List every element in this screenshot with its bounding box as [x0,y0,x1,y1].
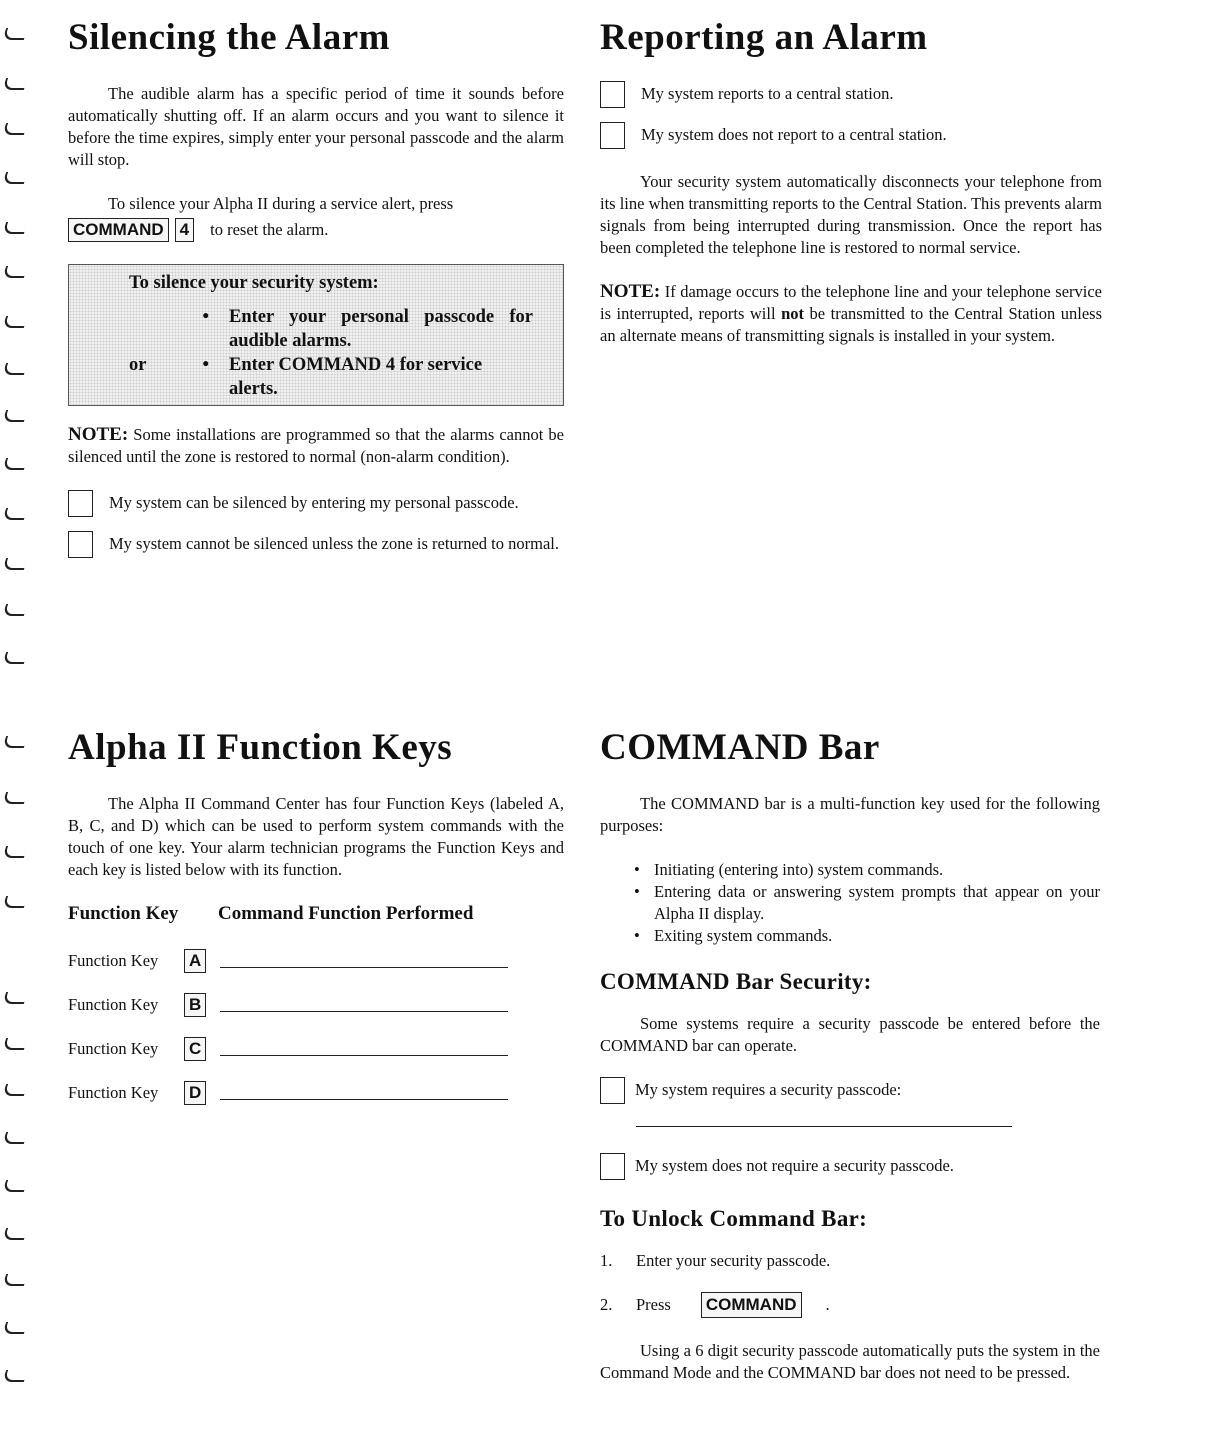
bullet: • [202,355,209,375]
binding-hole [2,266,28,278]
step-item [600,1250,1100,1272]
four-key: 4 [175,218,194,242]
binding-hole [2,652,28,664]
binding-hole [2,1322,28,1334]
security-para: Some systems require a security passcode be entered before the COMMAND bar can operate. [600,1014,1100,1055]
checkbox-label: My system does not report to a central station. [641,125,947,144]
binding-hole [2,846,28,858]
binding-hole [2,222,28,234]
command-bar-section [600,726,1100,1384]
function-keys-section [68,726,564,1115]
col-header-key: Function Key [68,903,179,924]
checkbox[interactable] [68,490,93,517]
binding-hole [2,316,28,328]
binding-hole [2,172,28,184]
function-key-d: D [184,1081,206,1105]
function-blank-line [220,955,508,968]
note-text: If damage occurs to the telephone line and your telephone service is interrupted, reports will [600,282,1102,323]
function-blank-line [220,1043,508,1056]
binding-hole [2,604,28,616]
box-title: To silence your security system: [129,273,379,293]
box-item: • Enter your personal passcode for audible alarms. [129,305,533,353]
checkbox-label: My system cannot be silenced unless the zone is returned to normal. [109,534,559,553]
checkbox-row [68,492,564,517]
binding-hole [2,792,28,804]
checkbox-row [600,1155,1100,1180]
checkbox-label: My system requires a security passcode: [635,1080,902,1099]
function-keys-title: Alpha II Function Keys [68,727,453,768]
command-bar-title: COMMAND Bar [600,727,880,768]
function-key-row: Function Key B [68,983,564,1027]
function-blank-line [220,999,508,1012]
note-text: Some installations are programmed so that the alarms cannot be silenced until the zone is restored to normal (non-alarm condition). [68,425,564,466]
final-para: Using a 6 digit security passcode automatically puts the system in the Command Mode and the COMMAND bar does not need to be pressed. [600,1341,1100,1382]
checkbox-row [68,533,564,558]
note-label: NOTE: [68,424,129,445]
passcode-blank-line [636,1114,1012,1127]
silencing-title: Silencing the Alarm [68,17,390,58]
step-text: Press [636,1295,671,1314]
checkbox-row [600,1079,1100,1104]
function-key-b: B [184,993,206,1017]
binding-hole [2,1228,28,1240]
note-text: be transmitted to the Central Station unless an alternate means of transmitting signals is installed in your system. [600,304,1103,345]
binding-hole [2,78,28,90]
function-keys-header [68,903,564,925]
binding-hole [2,1132,28,1144]
function-key-a: A [184,949,206,973]
checkbox-label: My system does not require a security passcode. [635,1156,954,1175]
checkbox[interactable] [600,1153,625,1180]
checkbox[interactable] [600,81,625,108]
binding-hole [2,1274,28,1286]
silence-instructions-box [68,264,564,406]
binding-holes [0,0,40,1440]
binding-hole [2,1370,28,1382]
step-number: 2. [600,1295,613,1314]
service-alert-keys [68,218,564,242]
command-bar-para: The COMMAND bar is a multi-function key used for the following purposes: [600,794,1100,835]
security-title: COMMAND Bar Security: [600,969,872,994]
binding-hole [2,992,28,1004]
silencing-section [68,16,564,558]
function-key-row: Function Key C [68,1027,564,1071]
binding-hole [2,410,28,422]
checkbox[interactable] [600,122,625,149]
bullet-item: • Entering data or answering system prompts that appear on your Alpha II display. [634,882,1100,923]
function-key-c: C [184,1037,206,1061]
service-alert-suffix: to reset the alarm. [210,220,329,239]
checkbox[interactable] [68,531,93,558]
box-item: or • Enter COMMAND 4 for service alerts. [129,355,483,399]
binding-hole [2,736,28,748]
step-item: 2. Press COMMAND . [600,1292,1100,1318]
binding-hole [2,896,28,908]
step-number: 1. [600,1251,613,1270]
function-key-row: Function Key A [68,939,564,983]
function-keys-para: The Alpha II Command Center has four Function Keys (labeled A, B, C, and D) which can be used to perform system commands with the touch of one key. Your alarm technician programs the Function Keys and each key is listed below with its function. [68,794,564,879]
note-emphasis: not [781,304,805,323]
service-alert-text: To silence your Alpha II during a service alert, press [108,194,454,213]
binding-hole [2,28,28,40]
binding-hole [2,1084,28,1096]
checkbox-label: My system can be silenced by entering my personal passcode. [109,493,519,512]
function-blank-line [220,1087,508,1100]
reporting-note [600,281,1102,347]
silencing-para: The audible alarm has a specific period of time it sounds before automatically shutting off. If an alarm occurs and you want to silence it before the time expires, simply enter your personal passcode and the alarm will stop. [68,84,564,169]
box-or: or [129,355,147,375]
function-key-list [68,939,564,1115]
checkbox-row [600,124,1102,149]
checkbox-label: My system reports to a central station. [641,84,894,103]
silencing-note [68,424,564,468]
reporting-title: Reporting an Alarm [600,17,928,58]
command-key: COMMAND [68,218,169,242]
function-key-row: Function Key D [68,1071,564,1115]
bullet-item: • Exiting system commands. [634,926,833,945]
binding-hole [2,508,28,520]
checkbox-row [600,83,1102,108]
step-text: Enter your security passcode. [636,1251,831,1270]
binding-hole [2,458,28,470]
note-label: NOTE: [600,281,661,302]
command-bar-bullets [600,859,1100,947]
binding-hole [2,1038,28,1050]
reporting-section [600,16,1102,347]
command-key: COMMAND [701,1292,802,1318]
binding-hole [2,123,28,135]
binding-hole [2,363,28,375]
unlock-title: To Unlock Command Bar: [600,1206,868,1231]
reporting-para: Your security system automatically disconnects your telephone from its line when transmitting reports to the Central Station. This prevents alarm signals from being interrupted during transmission. Once the report has been completed the telephone line is restored to normal service. [600,172,1102,257]
bullet: • [202,307,209,327]
binding-hole [2,1180,28,1192]
binding-hole [2,558,28,570]
checkbox[interactable] [600,1077,625,1104]
bullet-item: • Initiating (entering into) system commands. [634,860,944,879]
col-header-function: Command Function Performed [218,903,474,924]
